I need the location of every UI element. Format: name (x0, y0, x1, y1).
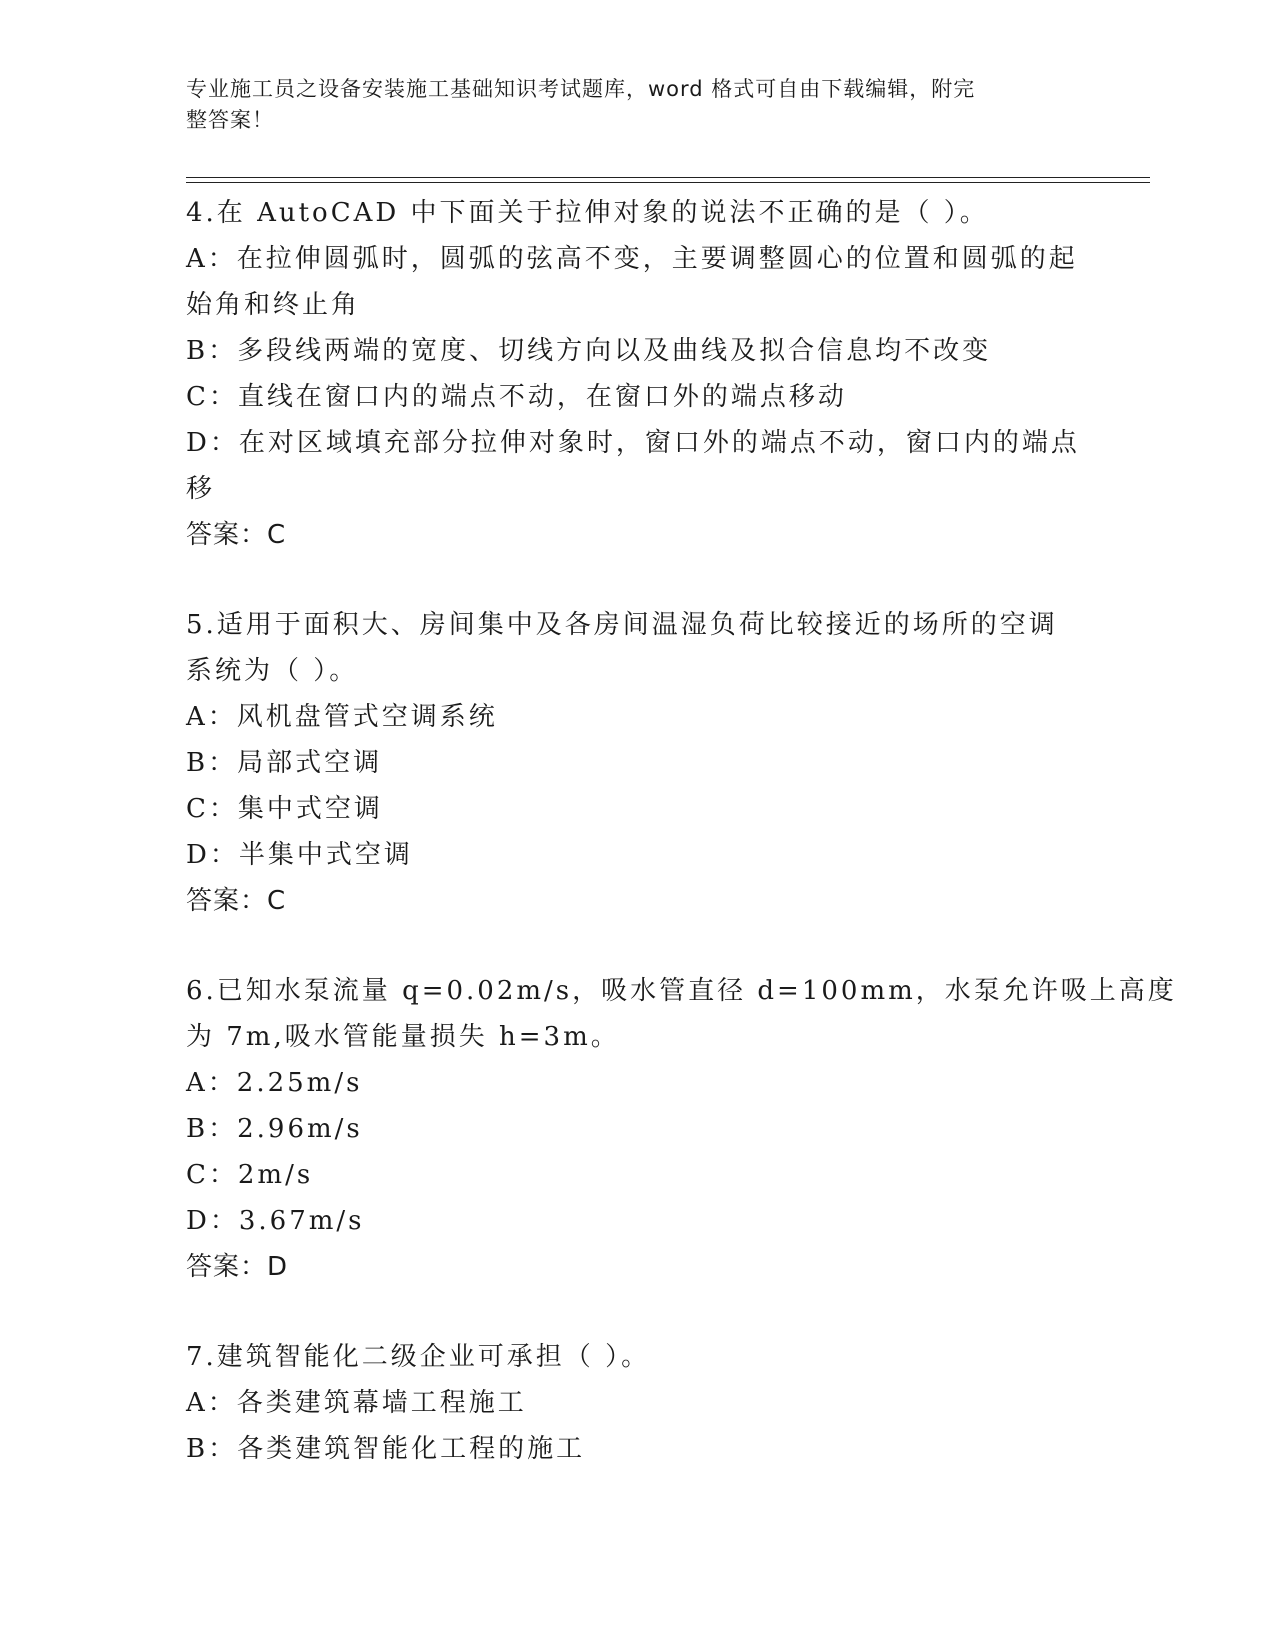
option-line: D：3.67m/s (186, 1206, 365, 1236)
option-line: A：风机盘管式空调系统 (186, 702, 498, 732)
option-line: B：多段线两端的宽度、切线方向以及曲线及拟合信息均不改变 (186, 336, 992, 366)
header-line-2: 整答案！ (186, 108, 274, 132)
question-stem-line: 系统为（ ）。 (186, 656, 359, 686)
header-divider-bottom (186, 182, 1150, 183)
option-line: 始角和终止角 (186, 290, 361, 320)
option-line: C：集中式空调 (186, 794, 383, 824)
question-stem-line: 为 7m,吸水管能量损失 h=3m。 (186, 1022, 620, 1052)
question-list (186, 190, 1177, 1472)
question-block (186, 602, 1086, 924)
option-line: B：各类建筑智能化工程的施工 (186, 1434, 586, 1464)
question-stem-line: 5.适用于面积大、房间集中及各房间温湿负荷比较接近的场所的空调 (186, 610, 1058, 640)
question-stem-line: 6.已知水泵流量 q=0.02m/s，吸水管直径 d=100mm，水泵允许吸上高度 (186, 976, 1177, 1006)
option-line: B：2.96m/s (186, 1114, 363, 1144)
option-line: A：各类建筑幕墙工程施工 (186, 1388, 527, 1418)
document-header (186, 74, 1066, 136)
answer-line: 答案：C (186, 520, 287, 550)
header-divider-top (186, 177, 1150, 178)
answer-line: 答案：D (186, 1252, 289, 1282)
option-line: D：半集中式空调 (186, 840, 413, 870)
question-stem-line: 4.在 AutoCAD 中下面关于拉伸对象的说法不正确的是（ ）。 (186, 198, 989, 228)
option-line: D：在对区域填充部分拉伸对象时，窗口外的端点不动，窗口内的端点 (186, 428, 1080, 458)
option-line: A：2.25m/s (186, 1068, 363, 1098)
option-line: C：2m/s (186, 1160, 314, 1190)
answer-line: 答案：C (186, 886, 287, 916)
option-line: B：局部式空调 (186, 748, 383, 778)
header-line-1: 专业施工员之设备安装施工基础知识考试题库，word 格式可自由下载编辑，附完 (186, 77, 976, 101)
question-block (186, 968, 1177, 1290)
question-block (186, 190, 1086, 558)
question-block (186, 1334, 1086, 1472)
option-line: C：直线在窗口内的端点不动，在窗口外的端点移动 (186, 382, 847, 412)
option-line: A：在拉伸圆弧时，圆弧的弦高不变，主要调整圆心的位置和圆弧的起 (186, 244, 1078, 274)
question-stem-line: 7.建筑智能化二级企业可承担（ ）。 (186, 1342, 651, 1372)
option-line: 移 (186, 474, 216, 504)
